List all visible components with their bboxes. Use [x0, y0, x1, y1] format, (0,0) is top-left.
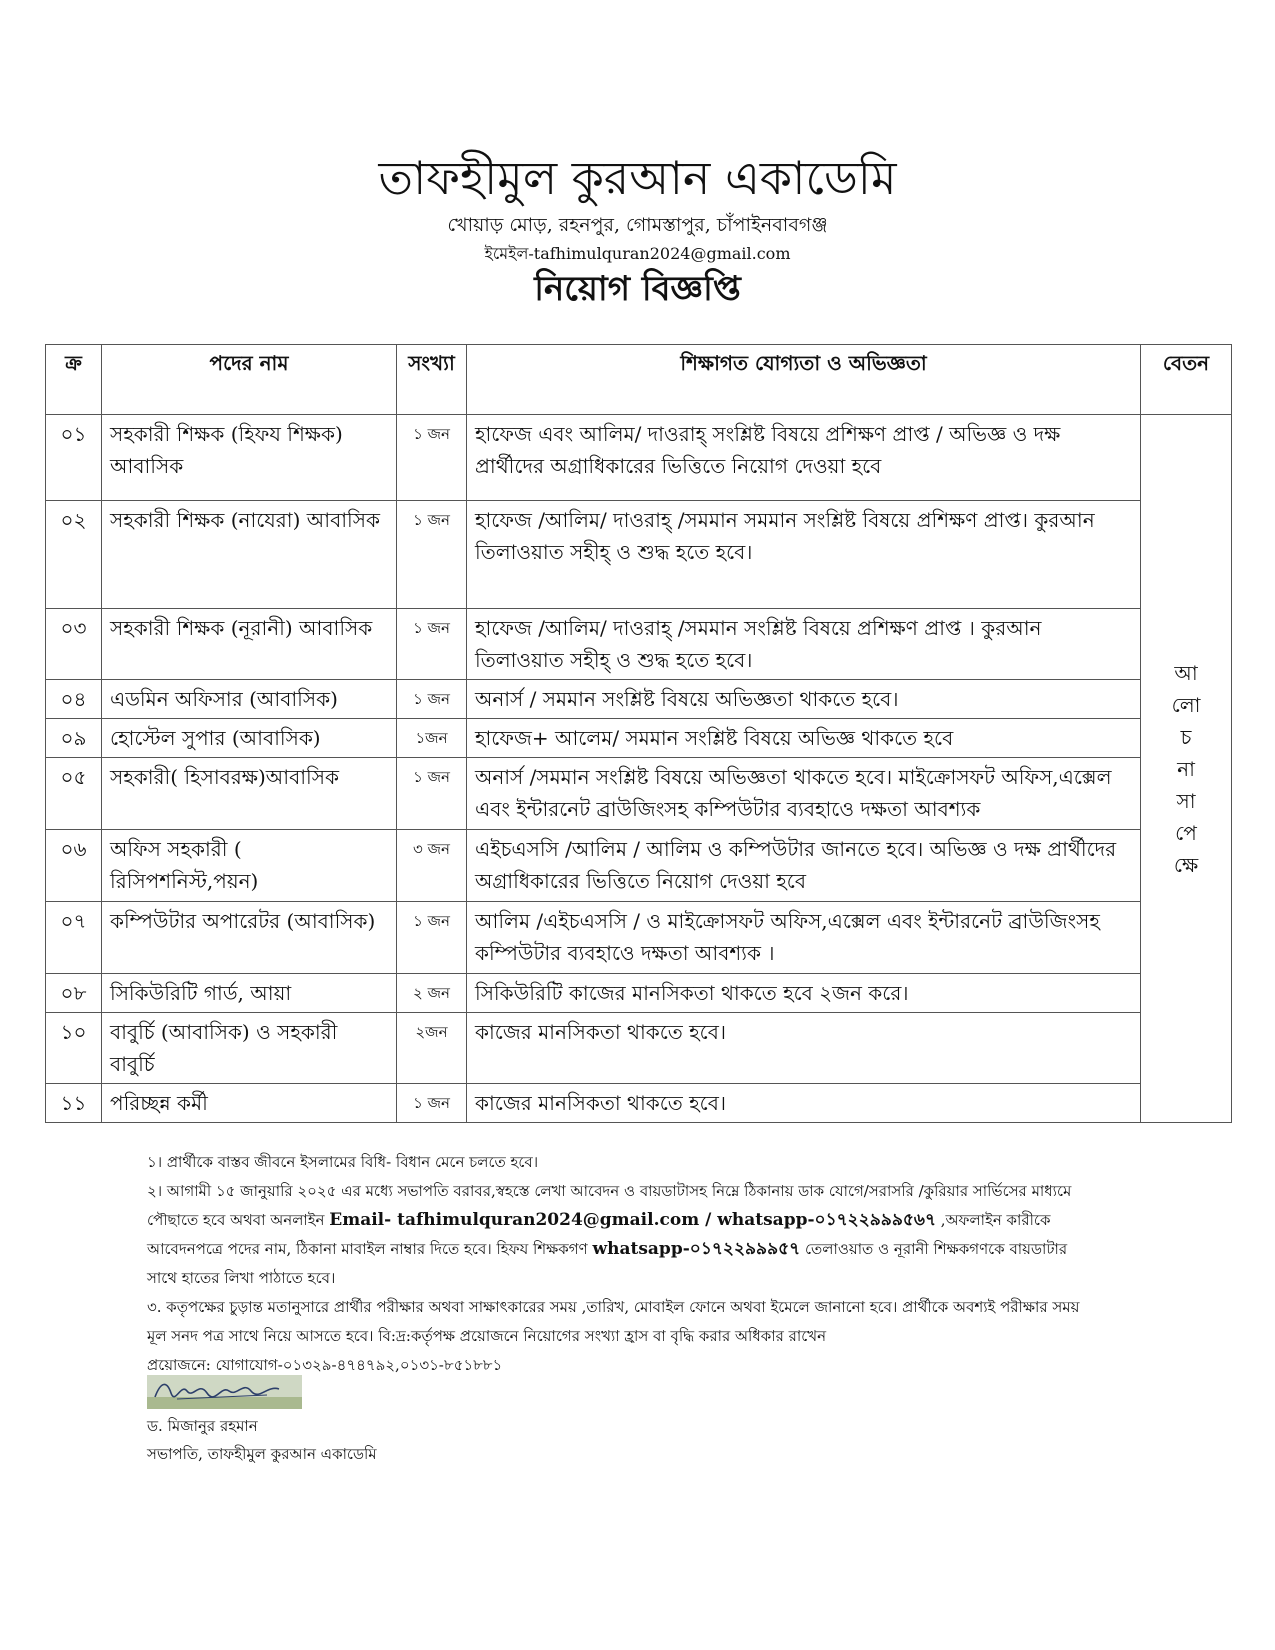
row-post: সহকারী শিক্ষক (হিফয শিক্ষক) আবাসিক — [102, 415, 397, 501]
row-post: সিকিউরিটি গার্ড, আয়া — [102, 974, 397, 1013]
academy-email: ইমেইল-tafhimulquran2024@gmail.com — [484, 244, 791, 263]
table-row — [46, 415, 1232, 501]
header-qualification: শিক্ষাগত যোগ্যতা ও অভিজ্ঞতা — [467, 345, 1141, 415]
table-row — [46, 609, 1232, 680]
note-2-text-b: ,অফলাইন কারীকে আবেদনপত্রে পদের নাম, ঠিকানা মাবাইল নাম্বার দিতে হবে। হিফয শিক্ষকগণ — [147, 1211, 1051, 1258]
row-post: কম্পিউটার অপারেটর (আবাসিক) — [102, 902, 397, 974]
row-serial: ০৮ — [46, 974, 102, 1013]
row-quantity: ১ জন — [397, 501, 467, 609]
row-post: সহকারী( হিসাবরক্ষ)আবাসিক — [102, 758, 397, 830]
signatory-name: ড. মিজানুর রহমান — [147, 1417, 258, 1435]
row-post: অফিস সহকারী ( রিসিপশনিস্ট,পয়ন) — [102, 830, 397, 902]
row-qualification: অনার্স / সমমান সংশ্লিষ্ট বিষয়ে অভিজ্ঞতা থাকতে হবে। — [467, 680, 1141, 719]
header-quantity: সংখ্যা — [397, 345, 467, 415]
note-2-email: Email- tafhimulquran2024@gmail.com / whatsapp-০১৭২২৯৯৯৫৬৭ — [329, 1210, 936, 1230]
notes-section — [147, 1148, 1097, 1380]
row-serial: ০৫ — [46, 758, 102, 830]
row-serial: ০৪ — [46, 680, 102, 719]
row-quantity: ৩ জন — [397, 830, 467, 902]
table-row — [46, 758, 1232, 830]
row-quantity: ২ জন — [397, 974, 467, 1013]
academy-title: তাফহীমুল কুরআন একাডেমি — [378, 151, 897, 205]
table-row — [46, 1013, 1232, 1084]
row-quantity: ১ জন — [397, 758, 467, 830]
note-2-text-c: তেলাওয়াত ও নূরানী শিক্ষকগণকে বায়ডাটার সাথে হাতের লিখা পাঠাতে হবে। — [147, 1240, 1068, 1287]
row-qualification: এইচএসসি /আলিম / আলিম ও কম্পিউটার জানতে হবে। অভিজ্ঞ ও দক্ষ প্রার্থীদের অগ্রাধিকারের ভিত্তিতে নিয়োগ দেওয়া হবে — [467, 830, 1141, 902]
row-serial: ১১ — [46, 1084, 102, 1123]
row-qualification: আলিম /এইচএসসি / ও মাইক্রোসফট অফিস,এক্সেল এবং ইন্টারনেট ব্রাউজিংসহ কম্পিউটার ব্যবহাওে দক্ষতা আবশ্যক । — [467, 902, 1141, 974]
row-serial: ০৬ — [46, 830, 102, 902]
table-header-row — [46, 345, 1232, 415]
table-row — [46, 501, 1232, 609]
row-qualification: হাফেজ /আলিম/ দাওরাহ্ /সমমান সংশ্লিষ্ট বিষয়ে প্রশিক্ষণ প্রাপ্ত । কুরআন তিলাওয়াত সহীহ্ ও শুদ্ধ হতে হবে। — [467, 609, 1141, 680]
row-quantity: ১ জন — [397, 609, 467, 680]
table-row — [46, 680, 1232, 719]
salary-char: লো — [1171, 692, 1201, 717]
row-post: হোস্টেল সুপার (আবাসিক) — [102, 719, 397, 758]
signature-image — [147, 1375, 302, 1409]
row-qualification: কাজের মানসিকতা থাকতে হবে। — [467, 1013, 1141, 1084]
note-2-whatsapp: whatsapp-০১৭২২৯৯৯৫৭ — [592, 1239, 801, 1259]
note-2 — [147, 1177, 1097, 1293]
row-qualification: অনার্স /সমমান সংশ্লিষ্ট বিষয়ে অভিজ্ঞতা থাকতে হবে। মাইক্রোসফট অফিস,এক্সেল এবং ইন্টারনেট ব্রাউজিংসহ কম্পিউটার ব্যবহাওে দক্ষতা আবশ্যক — [467, 758, 1141, 830]
row-quantity: ১জন — [397, 719, 467, 758]
row-serial: ০৭ — [46, 902, 102, 974]
row-serial: ০২ — [46, 501, 102, 609]
row-qualification: হাফেজ /আলিম/ দাওরাহ্ /সমমান সমমান সংশ্লিষ্ট বিষয়ে প্রশিক্ষণ প্রাপ্ত। কুরআন তিলাওয়াত সহীহ্ ও শুদ্ধ হতে হবে। — [467, 501, 1141, 609]
row-quantity: ১ জন — [397, 680, 467, 719]
row-serial: ১০ — [46, 1013, 102, 1084]
note-1: ১। প্রার্থীকে বাস্তব জীবনে ইসলামের বিধি- বিধান মেনে চলতে হবে। — [147, 1153, 539, 1171]
job-table — [45, 344, 1232, 1123]
table-row — [46, 974, 1232, 1013]
row-post: সহকারী শিক্ষক (নূরানী) আবাসিক — [102, 609, 397, 680]
table-row — [46, 902, 1232, 974]
row-qualification: সিকিউরিটি কাজের মানসিকতা থাকতে হবে ২জন করে। — [467, 974, 1141, 1013]
row-serial: ০৩ — [46, 609, 102, 680]
row-quantity: ২জন — [397, 1013, 467, 1084]
table-row — [46, 830, 1232, 902]
salary-char: ক্ষে — [1173, 852, 1199, 877]
row-qualification: হাফেজ+ আলেম/ সমমান সংশ্লিষ্ট বিষয়ে অভিজ্ঞ থাকতে হবে — [467, 719, 1141, 758]
row-quantity: ১ জন — [397, 902, 467, 974]
row-qualification: কাজের মানসিকতা থাকতে হবে। — [467, 1084, 1141, 1123]
row-post: এডমিন অফিসার (আবাসিক) — [102, 680, 397, 719]
row-serial: ০১ — [46, 415, 102, 501]
row-post: বাবুর্চি (আবাসিক) ও সহকারী বাবুর্চি — [102, 1013, 397, 1084]
row-qualification: হাফেজ এবং আলিম/ দাওরাহ্ সংশ্লিষ্ট বিষয়ে প্রশিক্ষণ প্রাপ্ত / অভিজ্ঞ ও দক্ষ প্রার্থীদের অগ্রাধিকারের ভিত্তিতে নিয়োগ দেওয়া হবে — [467, 415, 1141, 501]
contact-line: প্রয়োজনে: যোগাযোগ-০১৩২৯-৪৭৪৭৯২,০১৩১-৮৫১৮৮১ — [147, 1356, 503, 1374]
header-serial: ক্র — [46, 345, 102, 415]
row-quantity: ১ জন — [397, 415, 467, 501]
salary-cell — [1141, 415, 1232, 1123]
salary-char: সা — [1176, 788, 1196, 813]
row-quantity: ১ জন — [397, 1084, 467, 1123]
row-post: পরিচ্ছন্ন কর্মী — [102, 1084, 397, 1123]
row-post: সহকারী শিক্ষক (নাযেরা) আবাসিক — [102, 501, 397, 609]
notice-title: নিয়োগ বিজ্ঞপ্তি — [534, 269, 741, 309]
salary-char: পে — [1175, 820, 1197, 845]
salary-char: আ — [1174, 660, 1198, 685]
table-row — [46, 1084, 1232, 1123]
header-post: পদের নাম — [102, 345, 397, 415]
header-salary: বেতন — [1141, 345, 1232, 415]
row-serial: ০৯ — [46, 719, 102, 758]
salary-char: চ — [1180, 724, 1192, 749]
note-2-text-a: ২। আগামী ১৫ জানুয়ারি ২০২৫ এর মধ্যে সভাপতি বরাবর,স্বহস্তে লেখা আবেদন ও বায়ডাটাসহ নিম্নে ঠিকানায় ডাক যোগে/সরাসরি /কুরিয়ার সার্ভিসের মাধ্যমে পৌছাতে হবে অথবা অনলাইন — [147, 1182, 1072, 1229]
note-3: ৩. কতৃপক্ষের চুড়ান্ত মতানুসারে প্রার্থীর পরীক্ষার অথবা সাক্ষাৎকারের সময় ,তারিখ, মোবাইল ফোনে অথবা ইমেলে জানানো হবে। প্রার্থীকে অবশ্যই পরীক্ষার সময় মূল সনদ পত্র সাথে নিয়ে আসতে হবে। বি:দ্র:কর্তৃপক্ষ প্রয়োজনে নিয়োগের সংখ্যা হ্রাস বা বৃদ্ধি করার অধিকার রাখেন — [147, 1298, 1080, 1345]
table-row — [46, 719, 1232, 758]
salary-char: না — [1177, 756, 1195, 781]
signatory-designation: সভাপতি, তাফহীমুল কুরআন একাডেমি — [147, 1445, 377, 1463]
academy-address: খোয়াড় মোড়, রহনপুর, গোমস্তাপুর, চাঁপাইনবাবগঞ্জ — [447, 214, 828, 236]
